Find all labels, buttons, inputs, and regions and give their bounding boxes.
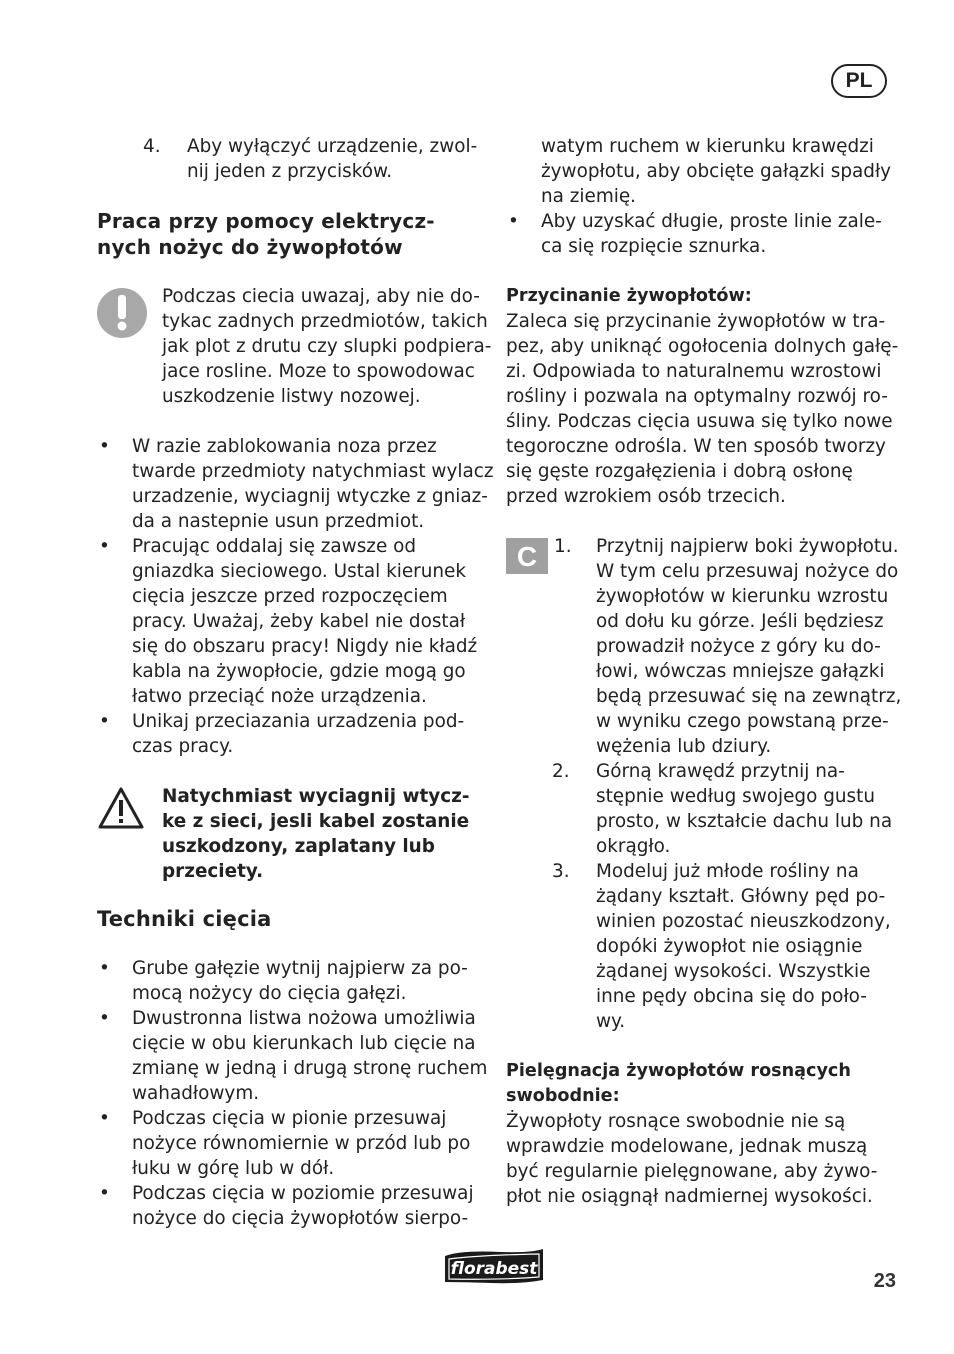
text-line: nożyce równomiernie w przód lub po [132, 1133, 471, 1154]
text-line: mocą nożycy do cięcia gałęzi. [132, 983, 407, 1004]
florabest-logo [441, 1244, 547, 1286]
text-line: cięcia jeszcze przed rozpoczęciem [132, 586, 448, 607]
list-item: • Dwustronna listwa nożowa umożliwia cięcie w obu kierunkach lub cięcie na zmianę w jedną i drugą stronę ruchem wahadłowym. [99, 1008, 488, 1104]
bullet-list [97, 956, 488, 1231]
section-heading [97, 906, 482, 932]
text-line: wy. [596, 1011, 626, 1032]
text-line: żywopłotu, aby obcięte gałązki spadły [541, 161, 892, 182]
subsection-heading: Przycinanie żywopłotów: [506, 286, 752, 306]
list-item: • Podczas cięcia w pionie przesuwaj nożyce równomiernie w przód lub po łuku w górę lub w dół. [97, 1106, 482, 1181]
text-line: łatwo przeciąć noże urządzenia. [132, 686, 427, 707]
left-column [97, 134, 494, 1231]
step-4 [97, 134, 482, 184]
text-line: wężenia lub dziury. [596, 736, 772, 757]
free-growing-section [506, 1059, 891, 1209]
heading-line: Praca przy pomocy elektrycz- [97, 209, 435, 233]
text-line: Podczas cięcia w poziomie przesuwaj [132, 1183, 474, 1204]
text-line: na ziemię. [541, 186, 637, 207]
warning-note [97, 784, 482, 884]
text-line: Górną krawędź przytnij na- [596, 761, 845, 782]
step-number: 1. [554, 536, 572, 557]
page-number: 23 [873, 1270, 896, 1292]
text-line: Aby uzyskać długie, proste linie zale- [541, 211, 882, 232]
text-line: nożyce do cięcia żywopłotów sierpo- [132, 1208, 469, 1229]
text-line: przeciety. [162, 861, 264, 882]
exclamation-icon [97, 288, 147, 338]
list-item: • Unikaj przeciazania urzadzenia pod- czas pracy. [97, 709, 482, 759]
figure-steps [506, 534, 902, 1034]
text-line: Grube gałęzie wytnij najpierw za po- [132, 958, 468, 979]
text-line: cięcie w obu kierunkach lub cięcie na [132, 1033, 476, 1054]
text-line: uszkodzony, zaplatany lub [162, 836, 435, 857]
subsection-heading [506, 1059, 891, 1109]
step-number: 2. [552, 761, 570, 782]
language-code: PL [845, 69, 873, 92]
text-line: inne pędy obcina się do poło- [596, 986, 867, 1007]
text-line: pez, aby uniknąć ogołocenia dolnych gałę- [506, 336, 899, 357]
text-line: Dwustronna listwa nożowa umożliwia [132, 1008, 476, 1029]
text-line: tykac zadnych przedmiotów, takich [162, 311, 488, 332]
text-line: w wyniku czego powstaną prze- [596, 711, 889, 732]
right-column [506, 134, 902, 1209]
text-line: czas pracy. [132, 736, 234, 757]
text-line: Żywopłoty rosnące swobodnie nie są [506, 1111, 846, 1132]
text-line: Pracując oddalaj się zawsze od [132, 536, 417, 557]
text-line: ca się rozpięcie sznurka. [541, 236, 767, 257]
text-line: jace rosline. Moze to spowodowac [162, 361, 475, 382]
language-badge [831, 64, 887, 98]
list-item: • W razie zablokowania noza przez twarde przedmioty natychmiast wylacz urzadzenie, wyciagnij wtyczke z gniaz- da a nastepnie usun przedmiot. [99, 436, 494, 532]
text-line: łuku w górę lub w dół. [132, 1158, 335, 1179]
text-line: dopóki żywopłot nie osiągnie [596, 936, 863, 957]
text-line: od dołu ku górze. Jeśli będziesz [596, 611, 884, 632]
list-item: • Podczas cięcia w poziomie przesuwaj nożyce do cięcia żywopłotów sierpo- [97, 1181, 482, 1231]
list-item: • Grube gałęzie wytnij najpierw za po- mocą nożycy do cięcia gałęzi. [97, 956, 482, 1006]
text-line: tegoroczne odrośla. W ten sposób tworzy [506, 436, 886, 457]
trimming-section [506, 284, 899, 509]
list-item: • Pracując oddalaj się zawsze od gniazdka sieciowego. Ustal kierunek cięcia jeszcze przed rozpoczęciem pracy. Uważaj, żeby kabel nie dostał się do obszaru pracy! Nigdy nie kładź kabla na żywopłocie, gdzie mogą go łatwo przeciąć noże urządzenia. [97, 534, 482, 709]
heading-line: Techniki cięcia [97, 907, 272, 931]
step-3 [506, 859, 891, 1034]
continued-text [506, 134, 891, 209]
text-line: Podczas ciecia uwazaj, aby nie do- [162, 286, 480, 307]
text-line: żądanej wysokości. Wszystkie [596, 961, 871, 982]
text-line: Natychmiast wyciagnij wtycz- [162, 786, 470, 807]
text-line: Przytnij najpierw boki żywopłotu. [596, 536, 899, 557]
text-line: okrągło. [596, 836, 671, 857]
text-line: uszkodzenie listwy nozowej. [162, 386, 421, 407]
text-line: prowadził nożyce z góry ku do- [596, 636, 881, 657]
text-line: nij jeden z przycisków. [187, 161, 393, 182]
text-line: ke z sieci, jesli kabel zostanie [162, 811, 470, 832]
text-line: żądany kształt. Główny pęd po- [596, 886, 886, 907]
text-line: się gęste rozgałęzienia i dobrą osłonę [506, 461, 853, 482]
text-line: Aby wyłączyć urządzenie, zwol- [187, 136, 478, 157]
figure-c-label: C [506, 538, 548, 574]
text-line: twarde przedmioty natychmiast wylacz [132, 461, 494, 482]
text-line: wprawdzie modelowane, jednak muszą [506, 1136, 868, 1157]
text-line: pracy. Uważaj, żeby kabel nie dostał [132, 611, 466, 632]
text-line: łowi, wówczas mniejsze gałązki [596, 661, 885, 682]
text-line: będą przesuwać się na zewnątrz, [596, 686, 902, 707]
step-number: 3. [552, 861, 570, 882]
text-line: W razie zablokowania noza przez [132, 436, 437, 457]
heading-line: Pielęgnacja żywopłotów rosnących [506, 1061, 851, 1081]
text-line: jak plot z drutu czy slupki podpiera- [162, 336, 492, 357]
text-line: watym ruchem w kierunku krawędzi [541, 136, 874, 157]
text-line: W tym celu przesuwaj nożyce do [596, 561, 899, 582]
text-line: się do obszaru pracy! Nigdy nie kładź [132, 636, 478, 657]
text-line: gniazdka sieciowego. Ustal kierunek [132, 561, 466, 582]
caution-note [97, 284, 492, 409]
text-line: urzadzenie, wyciagnij wtyczke z gniaz- [132, 486, 488, 507]
text-line: rośliny i pozwala na optymalny rozwój ro- [506, 386, 888, 407]
text-line: przed wzrokiem osób trzecich. [506, 486, 786, 507]
text-line: Zaleca się przycinanie żywopłotów w tra- [506, 311, 886, 332]
text-line: zmianę w jedną i drugą stronę ruchem [132, 1058, 488, 1079]
text-line: prosto, w kształcie dachu lub na [596, 811, 893, 832]
text-line: być regularnie pielęgnowane, aby żywo- [506, 1161, 878, 1182]
text-line: stępnie według swojego gustu [596, 786, 875, 807]
text-line: żywopłotów w kierunku wzrostu [596, 586, 889, 607]
text-line: Podczas cięcia w pionie przesuwaj [132, 1108, 447, 1129]
text-line: płot nie osiągnął nadmiernej wysokości. [506, 1186, 873, 1207]
list-item: • Aby uzyskać długie, proste linie zale- ca się rozpięcie sznurka. [506, 209, 891, 259]
text-line: da a nastepnie usun przedmiot. [132, 511, 425, 532]
step-2 [506, 759, 891, 859]
logo-text: florabest [450, 1259, 538, 1279]
text-line: wahadłowym. [132, 1083, 260, 1104]
section-heading [97, 208, 482, 260]
bullet-list [97, 434, 494, 759]
text-line: śliny. Podczas cięcia usuwa się tylko nowe [506, 411, 893, 432]
heading-line: nych nożyc do żywopłotów [97, 235, 403, 259]
text-line: Modeluj już młode rośliny na [596, 861, 859, 882]
text-line: kabla na żywopłocie, gdzie mogą go [132, 661, 466, 682]
warning-triangle-icon [97, 786, 145, 830]
text-line: zi. Odpowiada to naturalnemu wzrostowi [506, 361, 882, 382]
heading-line: swobodnie: [506, 1086, 620, 1106]
text-line: winien pozostać nieuszkodzony, [596, 911, 891, 932]
step-number: 4. [143, 136, 161, 157]
text-line: Unikaj przeciazania urzadzenia pod- [132, 711, 465, 732]
step-1 [506, 534, 902, 759]
